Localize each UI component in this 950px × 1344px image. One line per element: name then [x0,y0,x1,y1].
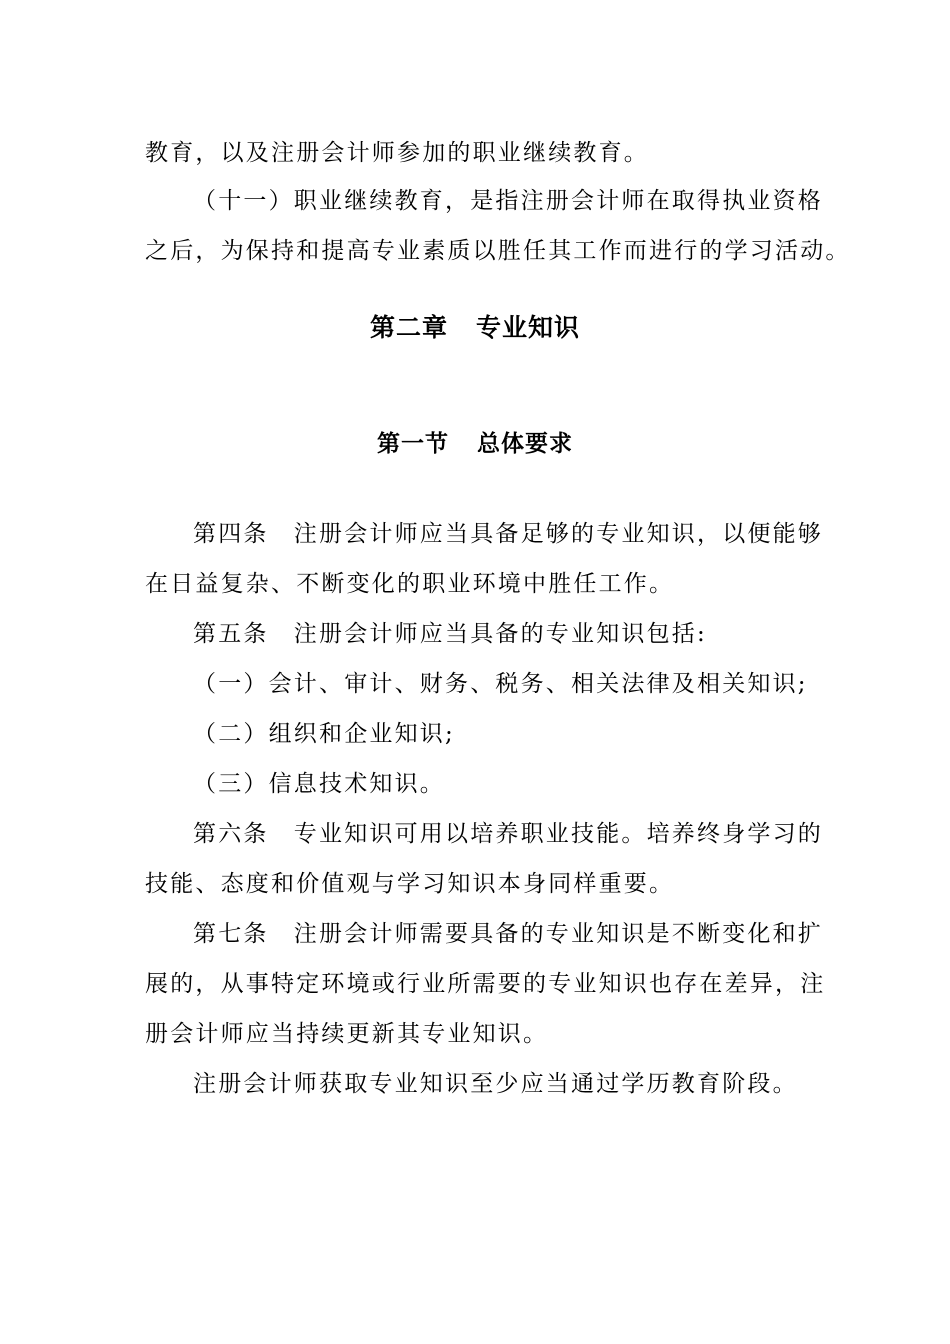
list-item: （一）会计、审计、财务、税务、相关法律及相关知识; [193,671,808,697]
paragraph-line: 之后，为保持和提高专业素质以胜任其工作而进行的学习活动。 [145,238,851,264]
chapter-heading [0,312,950,344]
article-line: 第四条 注册会计师应当具备足够的专业知识，以便能够 [193,521,823,547]
article-line: 第七条 注册会计师需要具备的专业知识是不断变化和扩 [193,921,823,947]
paragraph-line: 教育，以及注册会计师参加的职业继续教育。 [145,140,649,166]
paragraph-line: 注册会计师获取专业知识至少应当通过学历教育阶段。 [193,1071,798,1097]
chapter-number: 第二章 [369,313,448,342]
article-line: 册会计师应当持续更新其专业知识。 [145,1021,549,1047]
list-item: （二）组织和企业知识; [193,721,455,747]
paragraph-line: （十一）职业继续教育，是指注册会计师在取得执业资格 [193,188,823,214]
section-number: 第一节 [377,431,449,457]
section-heading [0,429,950,459]
section-title: 总体要求 [477,431,573,457]
article-line: 展的，从事特定环境或行业所需要的专业知识也存在差异，注 [145,971,826,997]
article-line: 在日益复杂、不断变化的职业环境中胜任工作。 [145,571,675,597]
article-line: 第五条 注册会计师应当具备的专业知识包括: [193,621,707,647]
list-item: （三）信息技术知识。 [193,771,445,797]
article-line: 技能、态度和价值观与学习知识本身同样重要。 [145,871,675,897]
article-line: 第六条 专业知识可用以培养职业技能。培养终身学习的 [193,821,823,847]
chapter-title: 专业知识 [476,313,581,342]
